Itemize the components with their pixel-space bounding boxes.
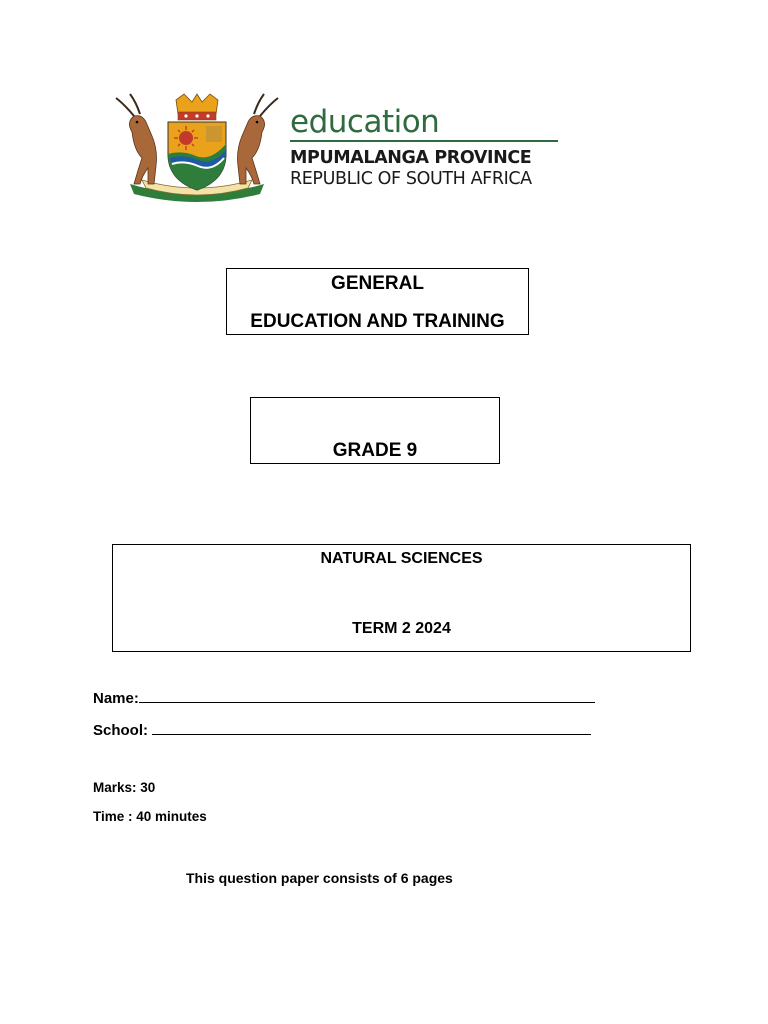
time-value: 40 minutes [136,809,207,824]
logo-province: MPUMALANGA PROVINCE [290,148,532,168]
logo-country: REPUBLIC OF SOUTH AFRICA [290,169,532,189]
time-field [93,809,207,824]
time-label: Time : [93,809,133,824]
marks-value: 30 [140,780,156,795]
marks-label: Marks: [93,780,137,795]
coat-of-arms-icon [112,92,282,204]
page-count-note: This question paper consists of 6 pages [186,870,453,886]
name-field [93,688,595,707]
phase-title-box [226,268,529,335]
logo-brand: education [290,106,558,142]
school-line[interactable] [152,720,591,735]
department-logo [112,92,572,204]
subject-title: NATURAL SCIENCES [320,550,483,567]
phase-title-line2: EDUCATION AND TRAINING [250,311,505,332]
logo-wordmark [290,106,580,190]
name-label: Name: [93,690,139,707]
term-title: TERM 2 2024 [352,620,451,637]
phase-title-line1: GENERAL [331,273,424,294]
name-line[interactable] [139,688,595,703]
grade-label: GRADE 9 [332,440,418,461]
subject-box [112,544,691,652]
school-label: School: [93,722,148,739]
school-field [93,720,591,739]
grade-box [250,397,500,464]
marks-field [93,780,155,795]
